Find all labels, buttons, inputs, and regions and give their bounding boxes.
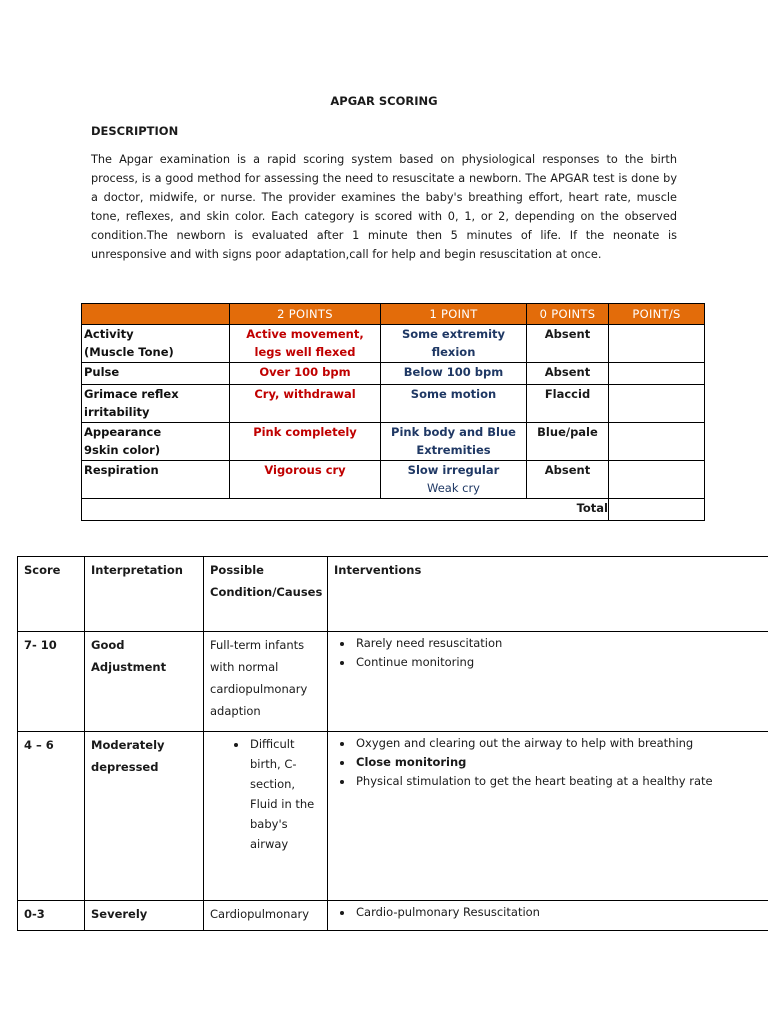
header-condition: Possible Condition/Causes [204, 557, 328, 632]
interp-row-good [18, 632, 768, 732]
one-point-cell: Some extremity flexion [381, 325, 527, 363]
interventions-cell [328, 901, 768, 931]
points-input-cell[interactable] [609, 385, 705, 423]
apgar-table [81, 303, 705, 521]
one-point-cell: Pink body and Blue Extremities [381, 423, 527, 461]
score-cell: 4 – 6 [18, 732, 85, 901]
zero-points-cell: Absent [527, 325, 609, 363]
header-score: Score [18, 557, 85, 632]
total-input-cell[interactable] [609, 499, 705, 521]
header-interventions: Interventions [328, 557, 768, 632]
criterion-name: Appearance [84, 425, 162, 439]
description-heading: DESCRIPTION [91, 124, 179, 138]
criterion-detail: 9skin color) [84, 443, 161, 457]
interp-row-moderate [18, 732, 768, 901]
criterion-cell [82, 363, 230, 385]
apgar-row-respiration [82, 461, 705, 499]
apgar-row-appearance [82, 423, 705, 461]
points-input-cell[interactable] [609, 363, 705, 385]
criterion-name: Activity [84, 327, 134, 341]
criterion-cell [82, 423, 230, 461]
header-interpretation: Interpretation [85, 557, 204, 632]
two-points-cell: Active movement, legs well flexed [230, 325, 381, 363]
interventions-list [334, 634, 768, 672]
apgar-row-grimace [82, 385, 705, 423]
condition-cell [204, 732, 328, 901]
apgar-header-2-points: 2 POINTS [230, 304, 381, 325]
criterion-name: Grimace reflex [84, 387, 179, 401]
apgar-header-0-points: 0 POINTS [527, 304, 609, 325]
criterion-name: Respiration [84, 463, 159, 477]
criterion-cell [82, 461, 230, 499]
criterion-cell [82, 385, 230, 423]
apgar-row-activity [82, 325, 705, 363]
two-points-cell: Vigorous cry [230, 461, 381, 499]
zero-points-cell: Flaccid [527, 385, 609, 423]
criterion-detail: irritability [84, 405, 150, 419]
one-point-main: Slow irregular [407, 463, 500, 477]
interventions-cell [328, 632, 768, 732]
criterion-cell [82, 325, 230, 363]
apgar-header-criterion [82, 304, 230, 325]
points-input-cell[interactable] [609, 423, 705, 461]
score-cell: 0-3 [18, 901, 85, 931]
list-item: • Oxygen and clearing out the airway to help with breathing [354, 734, 768, 753]
interventions-list [334, 734, 768, 791]
points-input-cell[interactable] [609, 325, 705, 363]
condition-cell: Cardiopulmonary [204, 901, 328, 931]
two-points-cell: Over 100 bpm [230, 363, 381, 385]
criterion-name: Pulse [84, 365, 120, 379]
interventions-cell [328, 732, 768, 901]
list-item: • Close monitoring [354, 753, 768, 772]
interp-header-row [18, 557, 768, 632]
interpretation-cell: Good Adjustment [85, 632, 204, 732]
condition-list [204, 734, 321, 854]
two-points-cell: Cry, withdrawal [230, 385, 381, 423]
points-input-cell[interactable] [609, 461, 705, 499]
zero-points-cell: Absent [527, 363, 609, 385]
zero-points-cell: Blue/pale [527, 423, 609, 461]
one-point-cell: Below 100 bpm [381, 363, 527, 385]
interpretation-table [17, 556, 768, 931]
two-points-cell: Pink completely [230, 423, 381, 461]
list-item: • Physical stimulation to get the heart beating at a healthy rate [354, 772, 768, 791]
score-cell: 7- 10 [18, 632, 85, 732]
apgar-row-total [82, 499, 705, 521]
interp-row-severe [18, 901, 768, 931]
interpretation-cell: Severely [85, 901, 204, 931]
zero-points-cell: Absent [527, 461, 609, 499]
list-item: • Cardio-pulmonary Resuscitation [354, 903, 768, 922]
page-title: APGAR SCORING [330, 94, 438, 108]
apgar-header-row [82, 304, 705, 325]
condition-cell: Full-term infants with normal cardiopulmonary adaption [204, 632, 328, 732]
interventions-list [334, 903, 768, 922]
interpretation-cell: Moderately depressed [85, 732, 204, 901]
list-item: • Continue monitoring [354, 653, 768, 672]
one-point-extra: Weak cry [427, 481, 480, 495]
one-point-cell [381, 461, 527, 499]
criterion-detail: (Muscle Tone) [84, 345, 174, 359]
total-label: Total [82, 499, 609, 521]
apgar-header-points: POINT/S [609, 304, 705, 325]
description-text: The Apgar examination is a rapid scoring system based on physiological responses to the birth process, is a good method for assessing the need to resuscitate a newborn. The APGAR test is done by a doctor, midwife, or nurse. The provider examines the baby's breathing effort, heart rate, muscle tone, reflexes, and skin color. Each category is scored with 0, 1, or 2, depending on the observed condition.The newborn is evaluated after 1 minute then 5 minutes of life. If the neonate is unresponsive and with signs poor adaptation,call for help and begin resuscitation at once. [91, 153, 677, 261]
list-item: • Difficult birth, C-section, Fluid in the baby's airway [248, 734, 321, 854]
apgar-header-1-point: 1 POINT [381, 304, 527, 325]
apgar-row-pulse [82, 363, 705, 385]
one-point-cell: Some motion [381, 385, 527, 423]
list-item: • Rarely need resuscitation [354, 634, 768, 653]
